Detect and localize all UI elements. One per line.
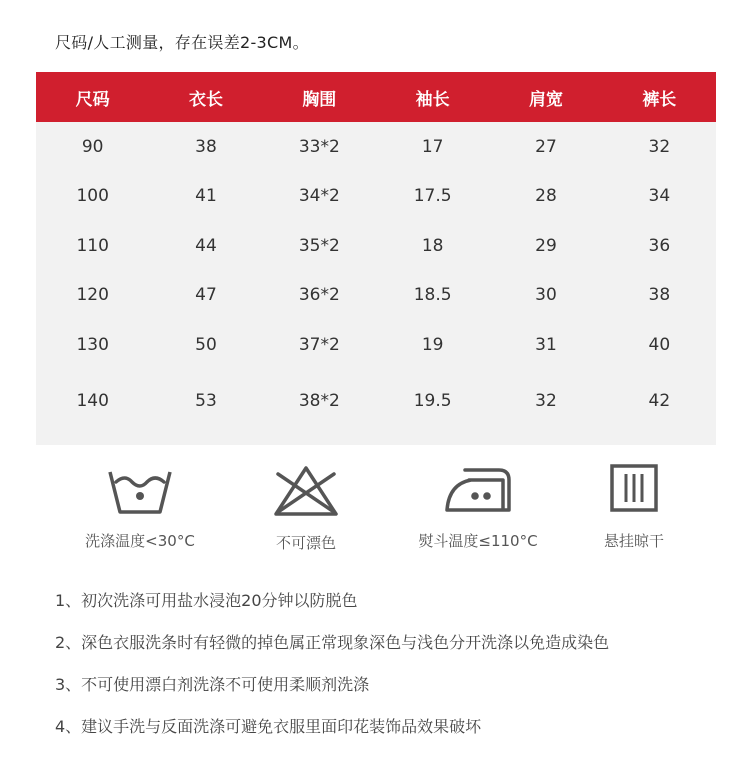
size-table <box>36 72 716 445</box>
care-item-iron <box>398 462 558 551</box>
wash-30-icon <box>106 462 174 516</box>
care-tips-list <box>55 590 609 758</box>
table-cell: 47 <box>195 285 217 306</box>
table-cell: 120 <box>76 285 109 306</box>
table-cell: 100 <box>76 186 109 207</box>
table-cell: 29 <box>535 235 557 256</box>
care-label-no-bleach: 不可漂色 <box>275 534 336 552</box>
table-cell: 17 <box>421 136 444 157</box>
header-length: 衣长 <box>188 89 223 110</box>
table-cell: 42 <box>648 390 671 411</box>
table-cell: 34*2 <box>298 186 340 207</box>
table-cell: 38 <box>648 285 671 306</box>
header-shoulder: 肩宽 <box>528 89 563 110</box>
table-cell: 18 <box>421 235 444 256</box>
table-cell: 36 <box>648 235 671 256</box>
header-sleeve: 袖长 <box>415 89 450 110</box>
table-cell: 18.5 <box>413 285 452 306</box>
care-label-hang-dry: 悬挂晾干 <box>603 532 664 550</box>
table-cell: 90 <box>81 136 104 157</box>
table-cell: 44 <box>195 235 217 256</box>
table-cell: 53 <box>195 390 217 411</box>
table-cell: 35*2 <box>298 235 340 256</box>
header-pants-length: 裤长 <box>642 89 677 110</box>
table-cell: 40 <box>648 334 671 355</box>
care-item-wash <box>60 462 220 551</box>
table-row <box>36 122 716 172</box>
table-row <box>36 370 716 445</box>
measurement-note: 尺码/人工测量，存在误差2-3CM。 <box>55 33 309 52</box>
iron-low-icon <box>441 462 515 516</box>
table-cell: 37*2 <box>298 334 340 355</box>
table-cell: 36*2 <box>298 285 340 306</box>
table-cell: 110 <box>76 235 109 256</box>
list-item: 1、初次洗涤可用盐水浸泡20分钟以防脱色 <box>55 591 358 610</box>
no-bleach-icon <box>272 462 340 518</box>
list-item: 2、深色衣服洗条时有轻微的掉色属正常现象深色与浅色分开洗涤以免造成染色 <box>55 633 610 652</box>
table-cell: 50 <box>195 334 217 355</box>
care-instructions <box>36 462 716 562</box>
table-cell: 38*2 <box>298 390 340 411</box>
table-cell: 32 <box>648 136 671 157</box>
care-label-iron: 熨斗温度≤110°C <box>418 532 538 550</box>
table-cell: 19 <box>421 334 444 355</box>
table-cell: 17.5 <box>413 186 452 207</box>
table-cell: 31 <box>535 334 557 355</box>
table-cell: 34 <box>648 186 671 207</box>
table-row <box>36 221 716 271</box>
table-cell: 28 <box>535 186 557 207</box>
table-cell: 130 <box>76 334 109 355</box>
table-cell: 38 <box>195 136 217 157</box>
care-label-wash: 洗涤温度<30°C <box>85 532 195 550</box>
table-cell: 19.5 <box>413 390 452 411</box>
table-cell: 41 <box>195 186 217 207</box>
table-row <box>36 172 716 222</box>
hang-dry-icon <box>608 462 660 516</box>
table-cell: 140 <box>76 390 109 411</box>
care-item-no-bleach <box>226 462 386 553</box>
table-cell: 33*2 <box>298 136 340 157</box>
table-row <box>36 320 716 370</box>
care-item-hang-dry <box>554 462 714 551</box>
table-cell: 27 <box>535 136 557 157</box>
header-size: 尺码 <box>75 89 110 110</box>
table-header-row <box>36 72 716 122</box>
list-item: 4、建议手洗与反面洗涤可避免衣服里面印花装饰品效果破坏 <box>55 717 482 736</box>
table-cell: 32 <box>535 390 557 411</box>
list-item: 3、不可使用漂白剂洗涤不可使用柔顺剂洗涤 <box>55 675 370 694</box>
table-cell: 30 <box>535 285 557 306</box>
header-chest: 胸围 <box>302 89 337 110</box>
table-row <box>36 271 716 321</box>
